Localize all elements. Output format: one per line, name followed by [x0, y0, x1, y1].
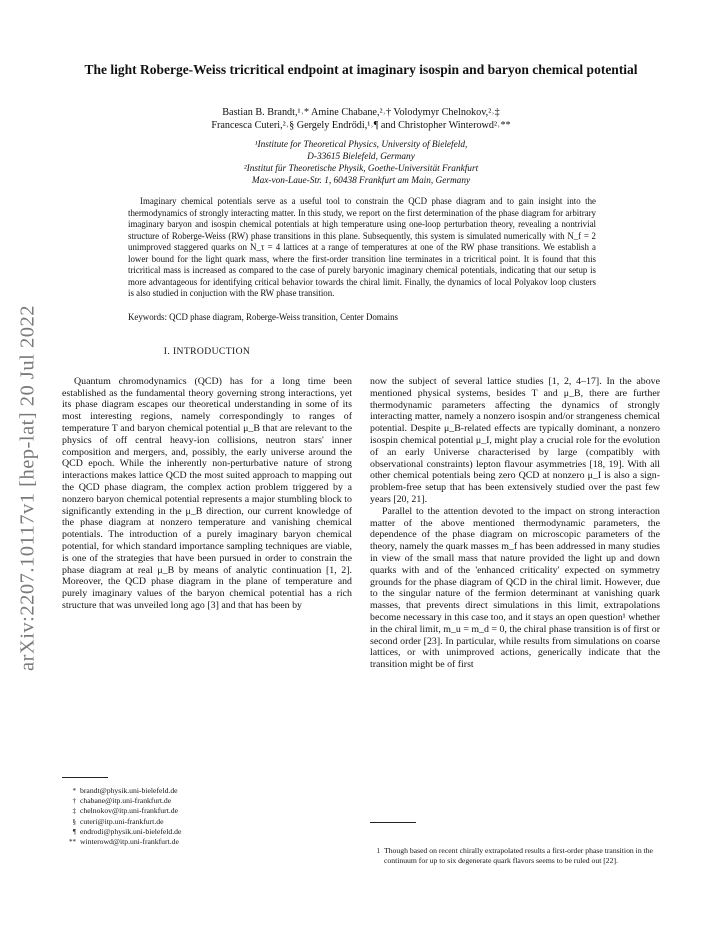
- body-paragraph: Parallel to the attention devoted to the impact on strong interaction matter of the above mentioned thermodynamic parameters, the dependence of the phase diagram on microscopic parameters of the theory, namely the quark masses m_f has been addressed in many studies in view of the small mass that nature provided the light up and down quarks with and of the 'enhanced criticality' expected on symmetry grounds for the phase diagram of QCD in the chiral limit. However, due to the singular nature of the fermion determinant at vanishing quark masses, that prevents direct simulations in this limit, extrapolations become necessary in this case too, and it stays an open question¹ whether in the chiral limit, m_u = m_d = 0, the chiral phase transition is of first or second order [23]. In particular, while results from simulations on coarse lattices, or with unimproved actions, generically indicate that the transition might be of first: [370, 505, 660, 671]
- footnote-item: [62, 786, 352, 796]
- author-list: [80, 106, 642, 132]
- keywords: Keywords: QCD phase diagram, Roberge-Weiss transition, Center Domains: [128, 312, 399, 322]
- footnote-mark: ‡: [72, 807, 76, 816]
- author-line: Bastian B. Brandt,¹˒* Amine Chabane,²˒† Volodymyr Chelnokov,²˒‡: [222, 107, 500, 118]
- paper-title: The light Roberge-Weiss tricritical endpoint at imaginary isospin and baryon chemical potential: [84, 62, 638, 77]
- affiliation-line: ¹Institute for Theoretical Physics, University of Bielefeld,: [254, 140, 468, 150]
- footnote-item: [62, 837, 352, 847]
- body-paragraph: now the subject of several lattice studies [1, 2, 4–17]. In the above mentioned physical systems, besides T and μ_B, there are further thermodynamic parameters affecting the dynamics of strongly interacting matter, namely a nonzero isospin and/or strangeness chemical potential. Despite μ_B-related effects are typically dominant, a nonzero isospin chemical potential μ_I, might play a crucial role for the evolution of an early Universe characterised by large (compatibly with observational constraints) lepton flavour asymmetries [18, 19]. With all other chemical potentials being zero QCD at nonzero μ_I is also a sign-problem-free setup that has been extensively studied over the past few years [20, 21].: [370, 376, 660, 505]
- section-heading-introduction: I. INTRODUCTION: [163, 346, 251, 357]
- footnote-text: Though based on recent chirally extrapolated results a first-order phase transition in the continuum for up to six degenerate quark flavors seems to be ruled out [22].: [384, 846, 653, 866]
- affiliation-line: Max-von-Laue-Str. 1, 60438 Frankfurt am Main, Germany: [251, 176, 471, 186]
- arxiv-identifier-stamp: [0, 0, 50, 932]
- footnote-mark: 1: [376, 847, 380, 855]
- author-email-footnotes: [62, 786, 352, 847]
- footnote-rule: [62, 777, 108, 778]
- footnote-rule: [370, 822, 416, 823]
- footnote-text: endrodi@physik.uni-bielefeld.de: [80, 826, 182, 836]
- footnote-mark: §: [72, 817, 76, 826]
- affiliations: [80, 139, 642, 187]
- right-column: [370, 376, 660, 671]
- footnote-text: winterowd@itp.uni-frankfurt.de: [80, 837, 179, 847]
- footnote-item: [62, 806, 352, 816]
- footnote-text: cuteri@itp.uni-frankfurt.de: [80, 816, 164, 826]
- author-line: Francesca Cuteri,²˒§ Gergely Endrődi,¹˒¶ and Christopher Winterowd²˒**: [211, 120, 511, 131]
- body-paragraph: Quantum chromodynamics (QCD) has for a long time been established as the fundamental theory governing strong interactions, yet its phase diagram escapes our theoretical understanding in some of its most interesting regions, namely correspondingly to ranges of temperature T and baryon chemical potential μ_B that are relevant to the physics of off central heavy-ion collisions, neutron stars' inner composition and mergers, and, possibly, the early universe around the QCD epoch. While the inherently non-perturbative nature of strong interactions makes lattice QCD the most suited approach to mapping out the QCD phase diagram, the complex action problem triggered by a nonzero baryon chemical potential represents a major stumbling block to significantly extending in the μ_B direction, our current knowledge of the phase diagram at nonzero temperature and vanishing chemical potentials. The introduction of a purely imaginary baryon chemical potential, for which standard importance sampling techniques are viable, is one of the strategies that have been pursued in order to constrain the phase diagram at real μ_B by means of analytic continuation [1, 2]. Moreover, the QCD phase diagram in the plane of temperature and purely imaginary values of the baryon chemical potential has a rich structure that was unveiled long ago [3] and that has been by: [62, 375, 352, 611]
- footnote-item: [62, 827, 352, 837]
- footnote-item: [62, 796, 352, 806]
- left-column: [62, 346, 352, 612]
- footnote-mark: **: [69, 838, 76, 847]
- affiliation-line: ²Institut für Theoretische Physik, Goethe-Universität Frankfurt: [243, 164, 479, 174]
- footnote-mark: ¶: [72, 827, 76, 836]
- footnote-text: chelnokov@itp.uni-frankfurt.de: [80, 806, 179, 816]
- footnote-1: [370, 846, 660, 866]
- arxiv-stamp-text: arXiv:2207.10117v1 [hep-lat] 20 Jul 2022: [16, 305, 39, 671]
- abstract: Imaginary chemical potentials serve as a useful tool to constrain the QCD phase diagram and to gain insight into the thermodynamics of strongly interacting matter. In this study, we report on the first determination of the phase diagram for arbitrary imaginary baryon and isospin chemical potentials at high temperature using one-loop perturbation theory, revealing a nontrivial structure of Roberge-Weiss (RW) phase transitions in this plane. Subsequently, this system is simulated numerically with N_f = 2 unimproved staggered quarks on N_τ = 4 lattices at a range of temperatures at one of the RW phase transitions. We establish a lower bound for the light quark mass, where the first-order transition line terminates in a tricritical point. It is found that this tricritical mass is increased as compared to the case of purely baryonic imaginary chemical potentials, indicating that our setup is more advantageous for identifying critical behavior towards the chiral limit. Finally, the dynamics of local Polyakov loop clusters is also studied in conjuction with the RW phase transition.: [128, 196, 596, 298]
- affiliation-line: D-33615 Bielefeld, Germany: [307, 152, 415, 162]
- footnote-item: [62, 817, 352, 827]
- footnote-text: chabane@itp.uni-frankfurt.de: [80, 796, 172, 806]
- footnote-text: brandt@physik.uni-bielefeld.de: [80, 786, 178, 795]
- footnote-mark: *: [72, 787, 76, 795]
- footnote-mark: †: [72, 797, 76, 806]
